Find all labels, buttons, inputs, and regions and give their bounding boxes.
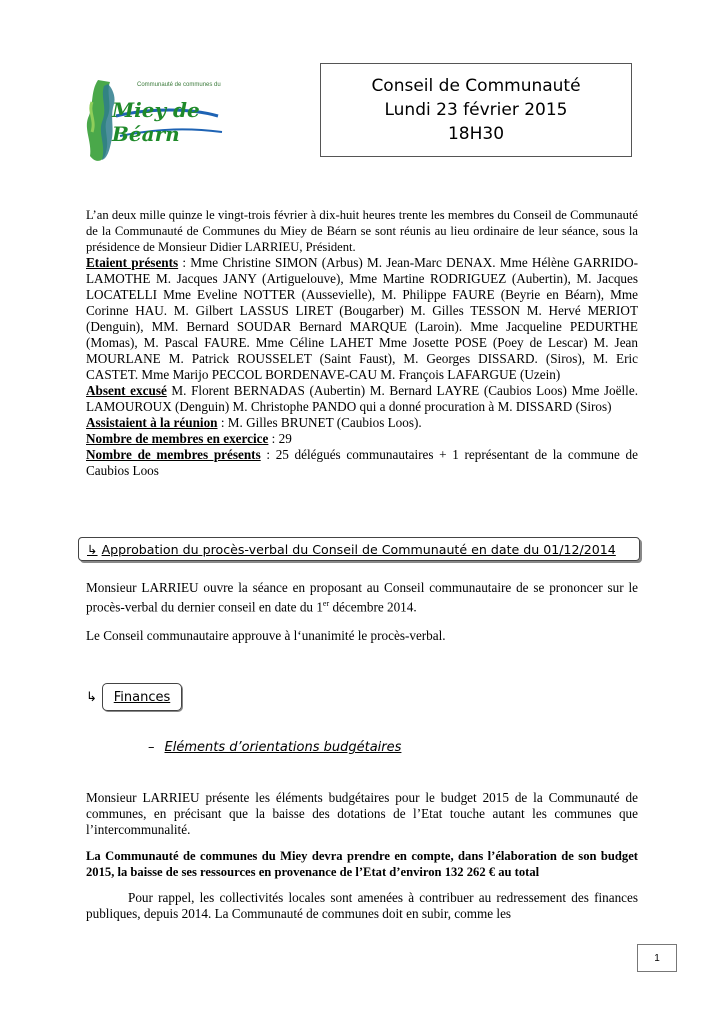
present-label: Etaient présents: [86, 255, 179, 270]
logo-small-text: Communauté de communes du: [137, 82, 221, 88]
approval-sup: er: [322, 599, 330, 608]
sub-heading-text: Eléments d’orientations budgétaires: [164, 740, 402, 755]
present-text: : Mme Christine SIMON (Arbus) M. Jean-Marc DENAX. Mme Hélène GARRIDO-LAMOTHE M. Jacques JANY (Artiguelouve), Mme Martine RODRIGUEZ (Aubertin), M. Jacques LOCATELLI Mme Eveline NOTTER (Aussevielle), M. Philippe FAURE (Beyrie en Béarn), Mme Corinne HAU. M. Gilbert LASSUS LIRET (Bougarber) M. Gilles TESSON M. Hervé MERIOT (Denguin), MM. Bernard SOUDAR Bernard MARQUE (Laroin). Mme Jacqueline PEDURTHE (Momas), M. Pascal FAURE. Mme Céline LAHET Mme Josette POSE (Poey de Lescar) M. Jean MOURLANE M. Patrick ROUSSELET (Saint Faust), M. Georges DISSARD. (Siros), M. Eric CASTET. Mme Marijo PECCOL BORDENAVE-CAU M. François LAFARGUE (Uzein): [86, 255, 638, 382]
logo-main-text: Miey de Béarn: [112, 98, 200, 146]
budget-bold-paragraph: La Communauté de communes du Miey devra prendre en compte, dans l’élaboration de son budget 2015, la baisse de ses ressources en provenance de l’Etat d’environ 132 262 € au total: [86, 849, 638, 879]
absent-text: M. Florent BERNADAS (Aubertin) M. Bernard LAYRE (Caubios Loos) Mme Joëlle. LAMOUROUX (Denguin) M. Christophe PANDO qui a donné procuration à M. DISSARD (Siros): [86, 383, 638, 414]
members-text: : 29: [268, 431, 292, 446]
present-count-label: Nombre de membres présents: [86, 447, 261, 462]
absent-label: Absent excusé: [86, 383, 167, 398]
approval-text-a: Monsieur LARRIEU ouvre la séance en proposant au Conseil communautaire de se prononcer sur le procès-verbal du dernier conseil en date du 1: [86, 580, 638, 615]
section-heading-approval: [78, 537, 640, 561]
page-number: 1: [637, 944, 677, 972]
intro-paragraph: L’an deux mille quinze le vingt-trois février à dix-huit heures trente les membres du Conseil de Communauté de la Communauté de Communes du Miey de Béarn se sont réunis au lieu ordinaire de leur séance, sous la présidence de Monsieur Didier LARRIEU, Président.: [86, 208, 638, 254]
sub-heading-dash: –: [148, 740, 155, 755]
title-line-1: Conseil de Communauté: [371, 76, 581, 96]
assist-label: Assistaient à la réunion: [86, 415, 218, 430]
title-line-2: Lundi 23 février 2015: [384, 100, 568, 120]
approval-paragraph: [86, 580, 638, 615]
members-count: [86, 431, 638, 447]
title-line-3: 18H30: [447, 124, 505, 144]
approval-result: Le Conseil communautaire approuve à l‘unanimité le procès-verbal.: [86, 628, 446, 643]
arrow-icon: ↳: [86, 690, 97, 705]
members-label: Nombre de membres en exercice: [86, 431, 269, 446]
section-heading-finances: Finances: [102, 683, 182, 711]
reminder-paragraph: Pour rappel, les collectivités locales sont amenées à contribuer au redressement des finances publiques, depuis 2014. La Communauté de communes doit en subir, comme les: [86, 890, 638, 921]
budget-paragraph: Monsieur LARRIEU présente les éléments budgétaires pour le budget 2015 de la Communauté de communes, en précisant que la baisse des dotations de l’Etat touche autant les communes que l’intercommunalité.: [86, 790, 638, 837]
title-box: [320, 63, 632, 157]
assist-text: : M. Gilles BRUNET (Caubios Loos).: [217, 415, 422, 430]
intro-block: [86, 207, 638, 479]
absent-members: [86, 383, 638, 415]
present-count: [86, 447, 638, 479]
approval-text-b: décembre 2014.: [329, 599, 417, 615]
present-members: [86, 255, 638, 383]
section-heading-approval-text: Approbation du procès-verbal du Conseil de Communauté en date du 01/12/2014: [101, 541, 616, 557]
arrow-icon: ↳: [87, 541, 98, 557]
present-count-text: : 25 délégués communautaires + 1 représentant de la commune de Caubios Loos: [86, 447, 638, 478]
assistants: [86, 415, 638, 431]
sub-heading-budget: [148, 740, 401, 755]
logo: [80, 72, 230, 172]
